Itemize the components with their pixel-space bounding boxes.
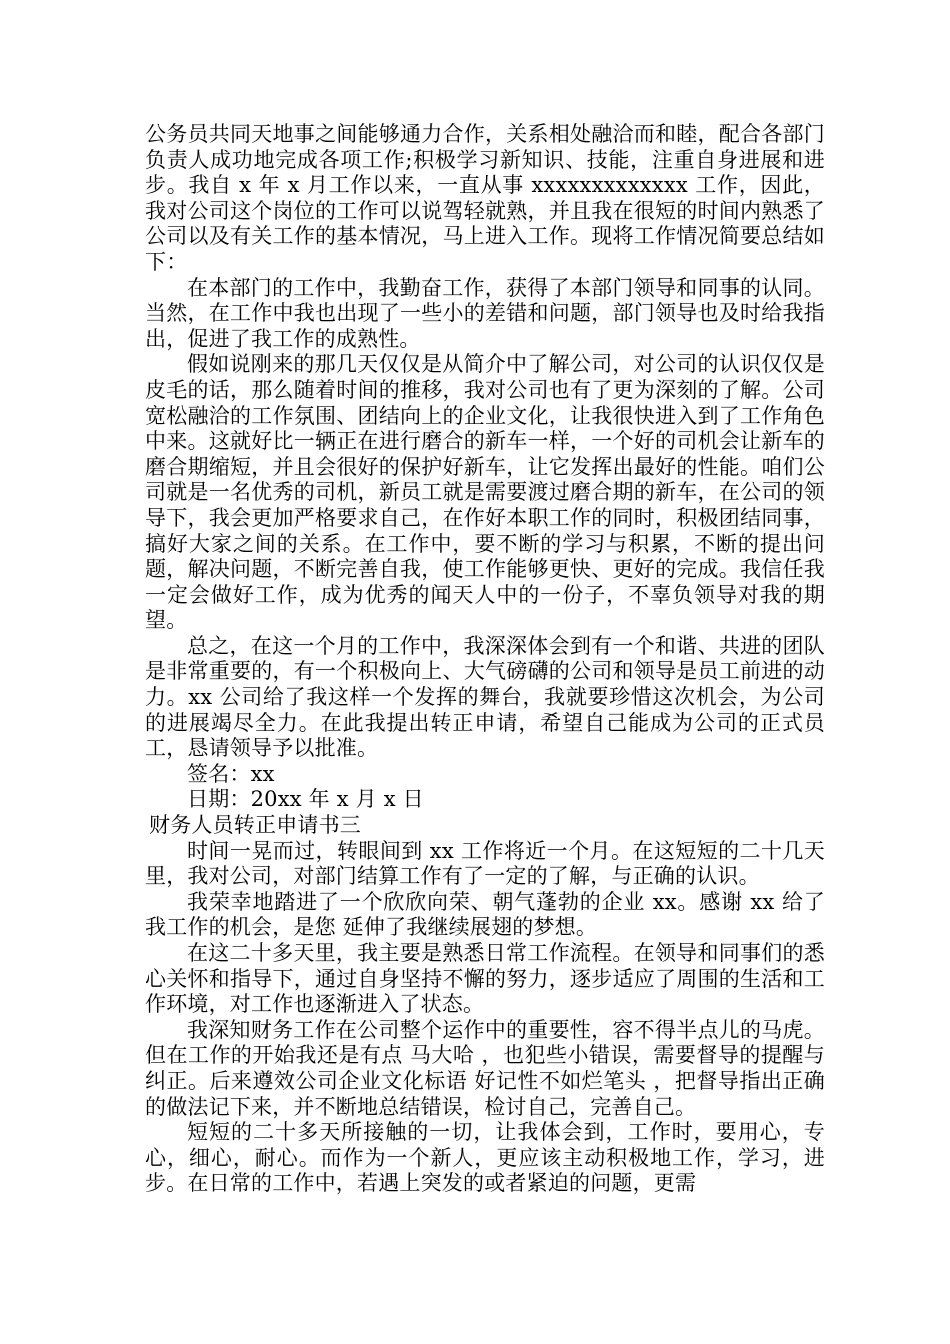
paragraph-intro: 公务员共同天地事之间能够通力合作，关系相处融洽而和睦，配合各部门负责人成功地完成各项工作;积极学习新知识、技能，注重自身进展和进步。我自 x 年 x 月工作以来，一直从事 xxxxxxxxxxxxx 工作，因此，我对公司这个岗位的工作可以说驾轻就熟，并且我在很短的时间内熟悉了公司以及有关工作的基本情况，马上进入工作。现将工作情况简要总结如下： bbox=[145, 122, 825, 274]
paragraph-company-understanding: 假如说刚来的那几天仅仅是从简介中了解公司，对公司的认识仅仅是皮毛的话，那么随着时间的推移，我对公司也有了更为深刻的了解。公司宽松融洽的工作氛围、团结向上的企业文化，让我很快进入到了工作角色中来。这就好比一辆正在进行磨合的新车一样，一个好的司机会让新车的磨合期缩短，并且会很好的保护好新车，让它发挥出最好的性能。咱们公司就是一名优秀的司机，新员工就是需要渡过磨合期的新车，在公司的领导下，我会更加严格要求自己，在作好本职工作的同时，积极团结同事，搞好大家之间的关系。在工作中，要不断的学习与积累，不断的提出问题，解决问题，不断完善自我，使工作能够更快、更好的完成。我信任我一定会做好工作，成为优秀的闻天人中的一份子，不辜负领导对我的期望。 bbox=[145, 352, 825, 633]
paragraph-finance-importance: 我深知财务工作在公司整个运作中的重要性，容不得半点儿的马虎。但在工作的开始我还是有点 马大哈 ，也犯些小错误，需要督导的提醒与纠正。后来遵效公司企业文化标语 好记性不如烂笔头 ，把督导指出正确的做法记下来，并不断地总结错误，检讨自己，完善自己。 bbox=[145, 1017, 825, 1119]
paragraph-familiarization: 在这二十多天里，我主要是熟悉日常工作流程。在领导和同事们的悉心关怀和指导下，通过自身坚持不懈的努力，逐步适应了周围的生活和工作环境，对工作也逐渐进入了状态。 bbox=[145, 941, 825, 1017]
date-line: 日期：20xx 年 x 月 x 日 bbox=[187, 787, 424, 812]
paragraph-time-passed: 时间一晃而过，转眼间到 xx 工作将近一个月。在这短短的二十几天里，我对公司，对部门结算工作有了一定的了解，与正确的认识。 bbox=[145, 838, 825, 889]
paragraph-department-work: 在本部门的工作中，我勤奋工作，获得了本部门领导和同事的认同。当然，在工作中我也出现了一些小的差错和问题，部门领导也及时给我指出，促进了我工作的成熟性。 bbox=[145, 275, 825, 351]
section-heading: 财务人员转正申请书三 bbox=[149, 813, 361, 838]
paragraph-gratitude: 我荣幸地踏进了一个欣欣向荣、朝气蓬勃的企业 xx。感谢 xx 给了我工作的机会，是您 延伸了我继续展翅的梦想。 bbox=[145, 889, 825, 940]
document-body bbox=[145, 122, 825, 1197]
paragraph-conclusion: 总之，在这一个月的工作中，我深深体会到有一个和谐、共进的团队是非常重要的，有一个积极向上、大气磅礴的公司和领导是员工前进的动力。xx 公司给了我这样一个发挥的舞台，我就要珍惜这次机会，为公司的进展竭尽全力。在此我提出转正申请，希望自己能成为公司的正式员工，恳请领导予以批准。 bbox=[145, 633, 825, 761]
signature-line: 签名：xx bbox=[187, 761, 275, 786]
paragraph-reflection: 短短的二十多天所接触的一切，让我体会到，工作时，要用心，专心，细心，耐心。而作为一个新人，更应该主动积极地工作，学习，进步。在日常的工作中，若遇上突发的或者紧迫的问题，更需 bbox=[145, 1120, 825, 1196]
